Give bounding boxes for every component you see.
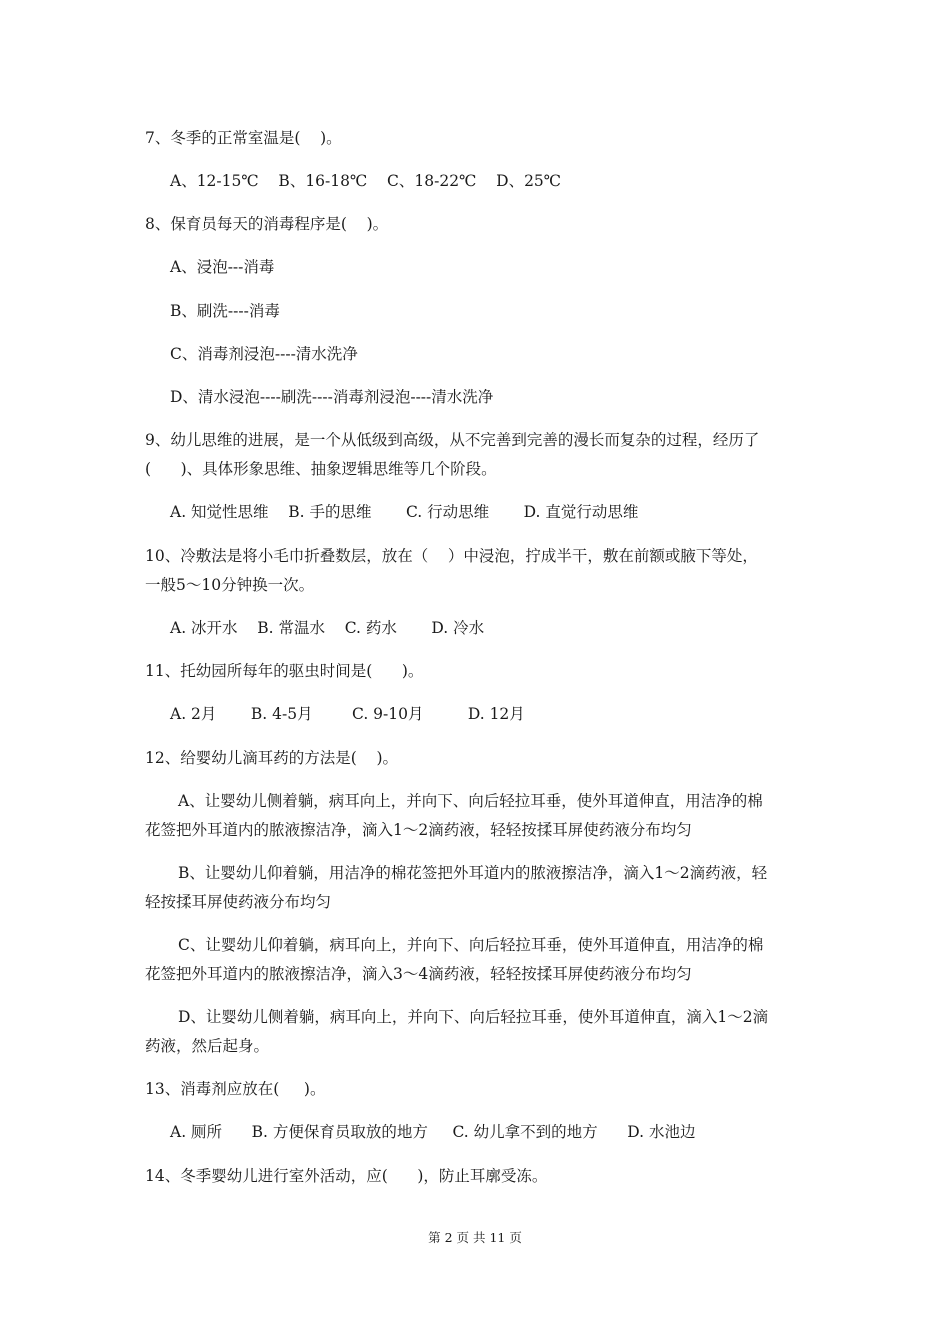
question-10-options: A. 冰开水 B. 常温水 C. 药水 D. 冷水	[170, 619, 485, 637]
question-10-stem-line-2: 一般5～10分钟换一次。	[145, 576, 315, 594]
question-12-option-d-line-1: D、让婴幼儿侧着躺，病耳向上，并向下、向后轻拉耳垂，使外耳道伸直，滴入1～2滴	[178, 1008, 769, 1026]
question-8-option-b: B、刷洗----消毒	[170, 302, 280, 320]
question-8-option-d: D、清水浸泡----刷洗----消毒剂浸泡----清水洗净	[170, 388, 494, 406]
question-12-option-c-line-2: 花签把外耳道内的脓液擦洁净，滴入3～4滴药液，轻轻按揉耳屏使药液分布均匀	[145, 965, 692, 983]
question-14-stem: 14、冬季婴幼儿进行室外活动，应( )，防止耳廓受冻。	[145, 1167, 548, 1185]
question-7-stem: 7、冬季的正常室温是( )。	[145, 129, 342, 147]
question-8-stem: 8、保育员每天的消毒程序是( )。	[145, 215, 389, 233]
question-9-stem-line-2: ( )、具体形象思维、抽象逻辑思维等几个阶段。	[145, 460, 497, 478]
question-12-option-d-line-2: 药液，然后起身。	[145, 1037, 270, 1055]
question-12-stem: 12、给婴幼儿滴耳药的方法是( )。	[145, 749, 399, 767]
question-8-option-a: A、浸泡---消毒	[170, 258, 275, 276]
question-12-option-b-line-2: 轻按揉耳屏使药液分布均匀	[145, 893, 332, 911]
question-13-stem: 13、消毒剂应放在( )。	[145, 1080, 326, 1098]
question-13-options: A. 厕所 B. 方便保育员取放的地方 C. 幼儿拿不到的地方 D. 水池边	[170, 1123, 696, 1141]
question-12-option-b-line-1: B、让婴幼儿仰着躺，用洁净的棉花签把外耳道内的脓液擦洁净，滴入1～2滴药液，轻	[178, 864, 768, 882]
question-8-option-c: C、消毒剂浸泡----清水洗净	[170, 345, 358, 363]
question-9-options: A. 知觉性思维 B. 手的思维 C. 行动思维 D. 直觉行动思维	[170, 503, 639, 521]
question-11-stem: 11、托幼园所每年的驱虫时间是( )。	[145, 662, 424, 680]
question-12-option-a-line-2: 花签把外耳道内的脓液擦洁净，滴入1～2滴药液，轻轻按揉耳屏使药液分布均匀	[145, 821, 692, 839]
question-11-options: A. 2月 B. 4-5月 C. 9-10月 D. 12月	[170, 705, 525, 723]
page-number-footer: 第 2 页 共 11 页	[428, 1230, 522, 1245]
question-12-option-a-line-1: A、让婴幼儿侧着躺，病耳向上，并向下、向后轻拉耳垂，使外耳道伸直，用洁净的棉	[178, 792, 763, 810]
question-9-stem-line-1: 9、幼儿思维的进展，是一个从低级到高级，从不完善到完善的漫长而复杂的过程，经历了	[145, 431, 760, 449]
question-10-stem-line-1: 10、冷敷法是将小毛巾折叠数层，放在（ ）中浸泡，拧成半干，敷在前额或腋下等处，	[145, 547, 758, 565]
question-7-options: A、12-15℃ B、16-18℃ C、18-22℃ D、25℃	[170, 172, 562, 190]
question-12-option-c-line-1: C、让婴幼儿仰着躺，病耳向上，并向下、向后轻拉耳垂，使外耳道伸直，用洁净的棉	[178, 936, 764, 954]
